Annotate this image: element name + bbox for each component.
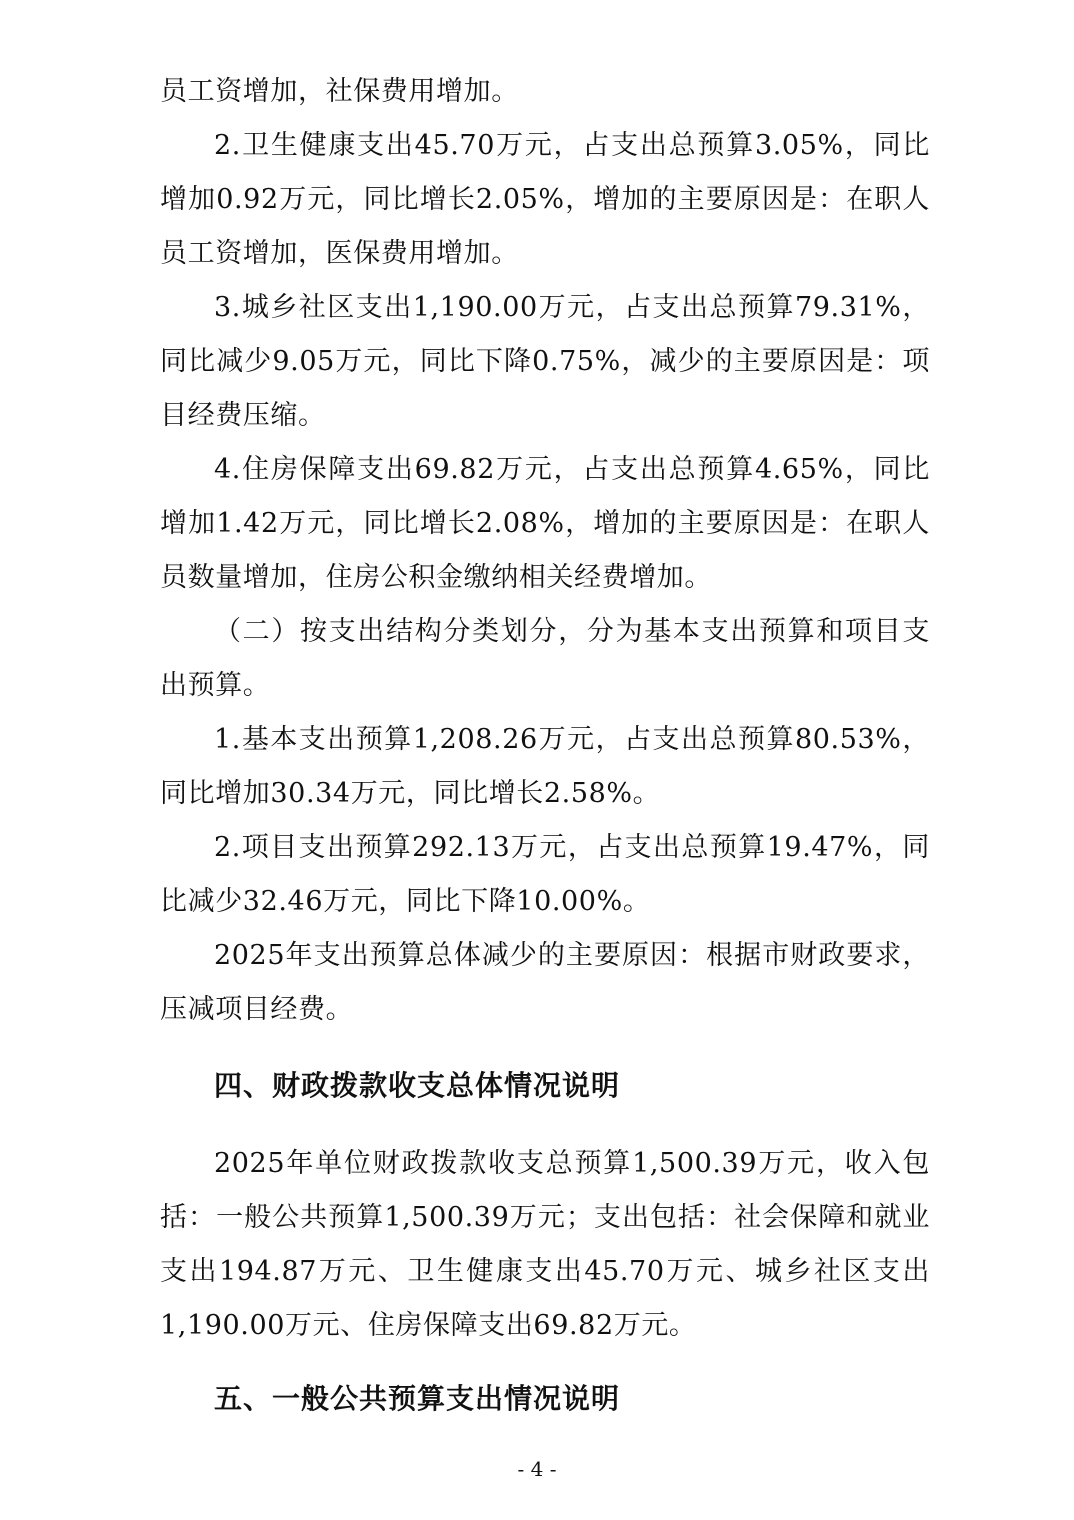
paragraph-project-expenditure: 2.项目支出预算292.13万元，占支出总预算19.47%，同比减少32.46万元，同比下降10.00%。 [160, 832, 930, 917]
paragraph-decrease-reason: 2025年支出预算总体减少的主要原因：根据市财政要求，压减项目经费。 [160, 940, 930, 1025]
paragraph-social-security-continuation: 员工资增加，社保费用增加。 [160, 76, 519, 107]
paragraph-expenditure-structure: （二）按支出结构分类划分，分为基本支出预算和项目支出预算。 [160, 616, 930, 701]
section-heading-general-public-budget: 五、一般公共预算支出情况说明 [214, 1382, 621, 1415]
page-number: - 4 - [517, 1457, 557, 1481]
paragraph-basic-expenditure: 1.基本支出预算1,208.26万元，占支出总预算80.53%，同比增加30.34万元，同比增长2.58%。 [160, 724, 930, 809]
paragraph-housing-security-expenditure: 4.住房保障支出69.82万元，占支出总预算4.65%，同比增加1.42万元，同比增长2.08%，增加的主要原因是：在职人员数量增加，住房公积金缴纳相关经费增加。 [160, 454, 930, 593]
section-heading-fiscal-overview: 四、财政拨款收支总体情况说明 [214, 1069, 621, 1102]
paragraph-fiscal-overview: 2025年单位财政拨款收支总预算1,500.39万元，收入包括：一般公共预算1,500.39万元；支出包括：社会保障和就业支出194.87万元、卫生健康支出45.70万元、城乡社区支出1,190.00万元、住房保障支出69.82万元。 [160, 1148, 930, 1341]
paragraph-health-expenditure: 2.卫生健康支出45.70万元，占支出总预算3.05%，同比增加0.92万元，同比增长2.05%，增加的主要原因是：在职人员工资增加，医保费用增加。 [160, 130, 930, 269]
paragraph-urban-rural-community-expenditure: 3.城乡社区支出1,190.00万元，占支出总预算79.31%，同比减少9.05万元，同比下降0.75%，减少的主要原因是：项目经费压缩。 [160, 292, 930, 431]
